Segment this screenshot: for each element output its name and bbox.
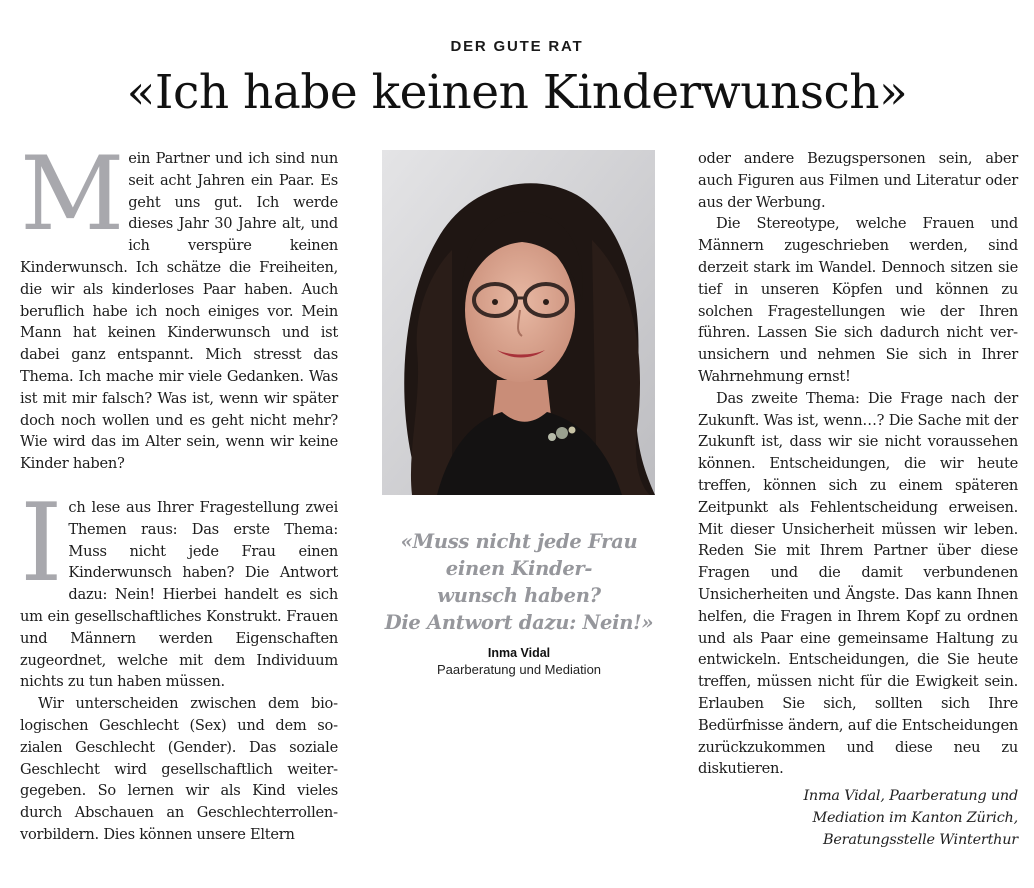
dropcap-m: M bbox=[20, 135, 125, 254]
pull-quote-block bbox=[370, 528, 668, 677]
answer-paragraph-1 bbox=[20, 480, 338, 693]
question-text: ein Partner und ich sind nun seit acht Jahren ein Paar. Es geht uns gut. Ich werde dieses Jahr 30 Jahre alt, und ich verspüre keinen Kinderwunsch. Ich schätze die Freiheiten, die wir als kinderloses Paar haben. Auch beruflich habe ich noch einiges vor. Mein Mann hat keinen Kinderwunsch und ist dabei ganz entspannt. Mich stresst das Thema. Ich mache mir viele Gedanken. Was ist mit mir falsch? Was ist, wenn wir später doch noch wollen und es geht nicht mehr? Wie wird das im Alter sein, wenn wir keine Kinder haben? bbox=[20, 150, 338, 473]
answer-paragraph-2: Wir unterscheiden zwischen dem biologischen Geschlecht (Sex) und dem sozialen Geschlecht (Gender). Das soziale Geschlecht wird gesellschaftlich weitergegeben. So lernen wir als Kind vieles durch Abschauen an Geschlechterrollenvorbildern. Dies können unsere Eltern bbox=[20, 695, 338, 843]
answer-text-1: ch lese aus Ihrer Fragestellung zwei Themen raus: Das erste Thema: Muss nicht jede Frau einen Kinderwunsch haben? Die Antwort dazu: Nein! Hierbei handelt es sich um ein gesellschaftliches Konstrukt. Frauen und Männern werden Eigenschaften zugeordnet, welche mit dem Individuum nichts zu tun haben müssen. bbox=[20, 498, 338, 691]
pull-quote-author: Inma Vidal bbox=[487, 646, 551, 660]
pull-quote bbox=[370, 528, 668, 636]
column-left bbox=[20, 135, 338, 846]
signature-line: Beratungsstelle Winterthur bbox=[822, 831, 1018, 848]
pull-quote-line: einen Kinder- bbox=[445, 557, 593, 580]
portrait-image bbox=[382, 150, 655, 495]
headline: «Ich habe keinen Kinderwunsch» bbox=[126, 65, 908, 120]
answer-paragraph-5: Das zweite Thema: Die Frage nach der Zukunft. Was ist, wenn…? Die Sache mit der Zukunft ist, dass wir sie nicht voraussehen können. Entscheidungen, die wir heute treffen, können sich zu einem späteren Zeitpunkt als Fehlentscheidung erweisen. Mit dieser Unsicherheit müssen wir leben. Reden Sie mit Ihrem Partner über diese Fragen und die damit verbundenen Unsicherheiten und Ängste. Das kann Ihnen helfen, die Fragen in Ihrem Kopf zu ordnen und als Paar eine gemeinsame Haltung zu entwickeln. Entscheidungen, die Sie heute treffen, müssen nicht für die Ewigkeit sein. Erlauben Sie sich, sollten sich Ihre Bedürfnisse ändern, auf die Entscheidungen zurückzukommen und diese neu zu diskutieren. bbox=[698, 389, 1018, 778]
pull-quote-line: Die Antwort dazu: Nein!» bbox=[384, 611, 654, 634]
author-photo bbox=[382, 150, 655, 495]
answer-paragraph-3: oder andere Bezugspersonen sein, aber auch Figuren aus Filmen und Literatur oder aus der Werbung. bbox=[698, 150, 1018, 211]
signature-line: Inma Vidal, Paarberatung und bbox=[803, 788, 1018, 804]
question-paragraph bbox=[20, 135, 338, 475]
pull-quote-line: wunsch haben? bbox=[437, 584, 601, 607]
column-right bbox=[698, 148, 1018, 780]
author-signature bbox=[698, 786, 1018, 851]
pull-quote-role: Paarberatung und Mediation bbox=[436, 662, 602, 677]
pull-quote-line: «Muss nicht jede Frau bbox=[400, 530, 638, 553]
answer-paragraph-4: Die Stereotype, welche Frauen und Männern zugeschrieben werden, sind derzeit stark im Wandel. Dennoch sitzen sie tief in unseren Köpfen und können zu solchen Fragestellungen wie der Ihren führen. Lassen Sie sich dadurch nicht verunsichern und nehmen Sie sich in Ihrer Wahrnehmung ernst! bbox=[698, 215, 1018, 385]
section-kicker: DER GUTE RAT bbox=[450, 38, 584, 55]
signature-line: Mediation im Kanton Zürich, bbox=[812, 809, 1018, 826]
dropcap-i: I bbox=[20, 480, 63, 606]
